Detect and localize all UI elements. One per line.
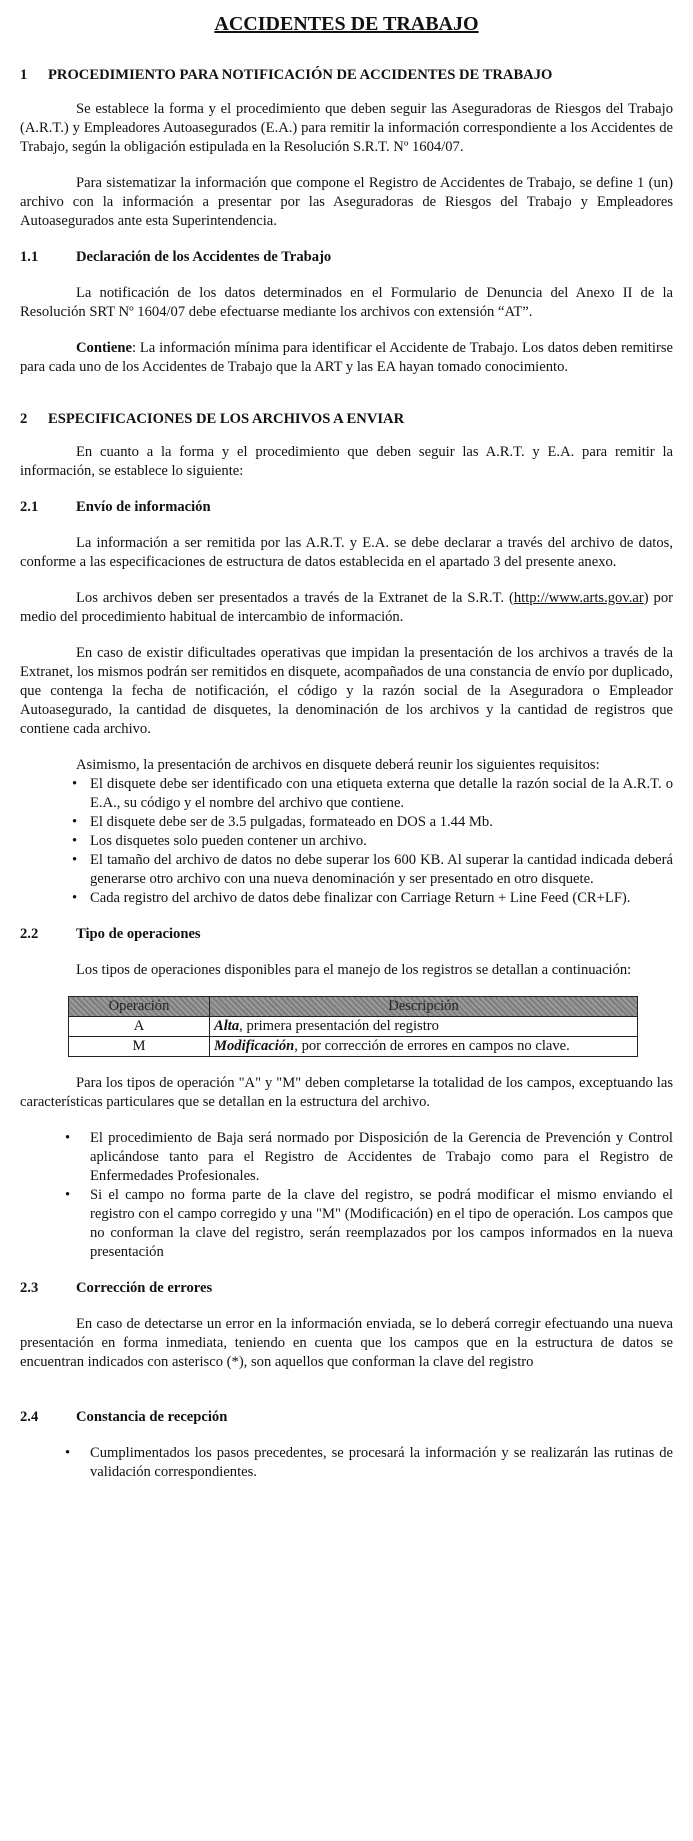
requirements-list [20,775,673,908]
section-number: 2.3 [20,1280,39,1296]
column-header: Operación [69,997,210,1017]
section-1-1-heading [20,248,673,267]
paragraph: Para los tipos de operación "A" y "M" deben completarse la totalidad de los campos, exceptuando las características particulares que se detallan en la estructura del archivo. [20,1075,673,1110]
section-number: 2 [20,411,28,427]
text: Los archivos deben ser presentados a través de la Extranet de la S.R.T. ( [76,590,514,606]
section-number: 2.2 [20,926,39,942]
section-number: 2.1 [20,499,39,515]
section-1-heading [20,66,673,85]
paragraph: Asimismo, la presentación de archivos en disquete deberá reunir los siguientes requisitos: [76,757,600,773]
section-title: Corrección de errores [76,1280,213,1296]
operations-notes-list [20,1129,673,1262]
extranet-link[interactable]: http://www.arts.gov.ar [513,590,644,606]
section-title: ESPECIFICACIONES DE LOS ARCHIVOS A ENVIAR [48,411,405,427]
section-2-3-heading [20,1279,673,1298]
operation-rest: , primera presentación del registro [239,1018,439,1034]
list-item: • El disquete debe ser identificado con una etiqueta externa que detalle la razón social de la A.R.T. o E.A., su código y el nombre del archivo que contiene. [20,775,673,813]
column-header: Descripción [210,997,638,1017]
section-number: 1 [20,67,28,83]
operation-rest: , por corrección de errores en campos no clave. [294,1038,570,1054]
section-title: Tipo de operaciones [76,926,201,942]
operations-table [68,996,638,1057]
section-2-1-heading [20,498,673,517]
list-item: • El tamaño del archivo de datos no debe superar los 600 KB. Al superar la cantidad indicada deberá generarse otro archivo con una nueva denominación y ser presentado en otro disquete. [20,851,673,889]
section-2-2-heading [20,925,673,944]
list-item: • Si el campo no forma parte de la clave del registro, se podrá modificar el mismo enviando el registro con el campo corregido y una "M" (Modificación) en el tipo de operación. Los campos que no conforman la clave del registro, serán reemplazados por los campos informados en la nueva presentación [20,1186,673,1262]
list-item: • Los disquetes solo pueden contener un archivo. [20,832,673,851]
reception-list [20,1444,673,1482]
list-item: • Cada registro del archivo de datos debe finalizar con Carriage Return + Line Feed (CR+LF). [20,889,673,908]
operation-code: A [69,1017,210,1037]
list-item: • El disquete debe ser de 3.5 pulgadas, formateado en DOS a 1.44 Mb. [20,813,673,832]
paragraph: En caso de existir dificultades operativas que impidan la presentación de los archivos a través de la Extranet, los mismos podrán ser remitidos en disquete, acompañados de una constancia de envío por duplicado, que contenga la fecha de notificación, el código y la razón social de la Aseguradora o Empleador Autoasegurado, la cantidad de disquetes, la denominación de los archivos y la cantidad de registros que contiene cada archivo. [20,645,673,737]
paragraph: La información a ser remitida por las A.R.T. y E.A. se debe declarar a través del archivo de datos, conforme a las especificaciones de estructura de datos establecida en el apartado 3 del presente anexo. [20,535,673,570]
paragraph: Los tipos de operaciones disponibles para el manejo de los registros se detallan a continuación: [76,962,632,978]
section-2-4-heading [20,1408,673,1427]
operation-term: Alta [214,1018,240,1034]
paragraph: Para sistematizar la información que compone el Registro de Accidentes de Trabajo, se define 1 (un) archivo con la información a presentar por las Aseguradoras de Riesgos del Trabajo y Empleadores Autoasegurados ante esta Superintendencia. [20,175,673,229]
paragraph: En cuanto a la forma y el procedimiento que deben seguir las A.R.T. y E.A. para remitir la información, se establece lo siguiente: [20,444,673,479]
operation-code: M [69,1037,210,1057]
paragraph [20,339,673,377]
list-item: • Cumplimentados los pasos precedentes, se procesará la información y se realizarán las rutinas de validación correspondientes. [20,1444,673,1482]
paragraph: Se establece la forma y el procedimiento que deben seguir las Aseguradoras de Riesgos del Trabajo (A.R.T.) y Empleadores Autoasegurados (E.A.) para remitir la información correspondiente a los Accidentes de Trabajo, según la obligación estipulada en la Resolución S.R.T. Nº 1604/07. [20,101,673,155]
operation-term: Modificación [214,1038,295,1054]
section-title: Declaración de los Accidentes de Trabajo [76,249,332,265]
table-row [69,1017,638,1037]
operation-description [210,1017,638,1037]
section-number: 1.1 [20,249,39,265]
text: ) por medio del procedimiento habitual de intercambio de información. [20,590,673,625]
section-2-heading [20,410,673,429]
list-item: • El procedimiento de Baja será normado por Disposición de la Gerencia de Prevención y Control aplicándose tanto para el Registro de Accidentes de Trabajo como para el Registro de Enfermedades Profesionales. [20,1129,673,1186]
section-title: Envío de información [76,499,211,515]
section-title: Constancia de recepción [76,1409,228,1425]
paragraph [20,589,673,627]
table-row [69,1037,638,1057]
contiene-label: Contiene [76,340,132,356]
section-title: PROCEDIMIENTO PARA NOTIFICACIÓN DE ACCIDENTES DE TRABAJO [48,67,553,83]
document-title: ACCIDENTES DE TRABAJO [214,13,479,35]
paragraph: En caso de detectarse un error en la información enviada, se lo deberá corregir efectuando una nueva presentación en forma inmediata, teniendo en cuenta que los campos que en la estructura de datos se encuentran indicados con asterisco (*), son aquellos que conforman la clave del registro [20,1316,673,1370]
table-header-row [69,997,638,1017]
operation-description [210,1037,638,1057]
section-number: 2.4 [20,1409,39,1425]
paragraph: La notificación de los datos determinados en el Formulario de Denuncia del Anexo II de la Resolución SRT Nº 1604/07 debe efectuarse mediante los archivos con extensión “AT”. [20,285,673,320]
contiene-text: : La información mínima para identificar el Accidente de Trabajo. Los datos deben remitirse para cada uno de los Accidentes de Trabajo que la ART y las EA hayan tomado conocimiento. [20,340,673,375]
